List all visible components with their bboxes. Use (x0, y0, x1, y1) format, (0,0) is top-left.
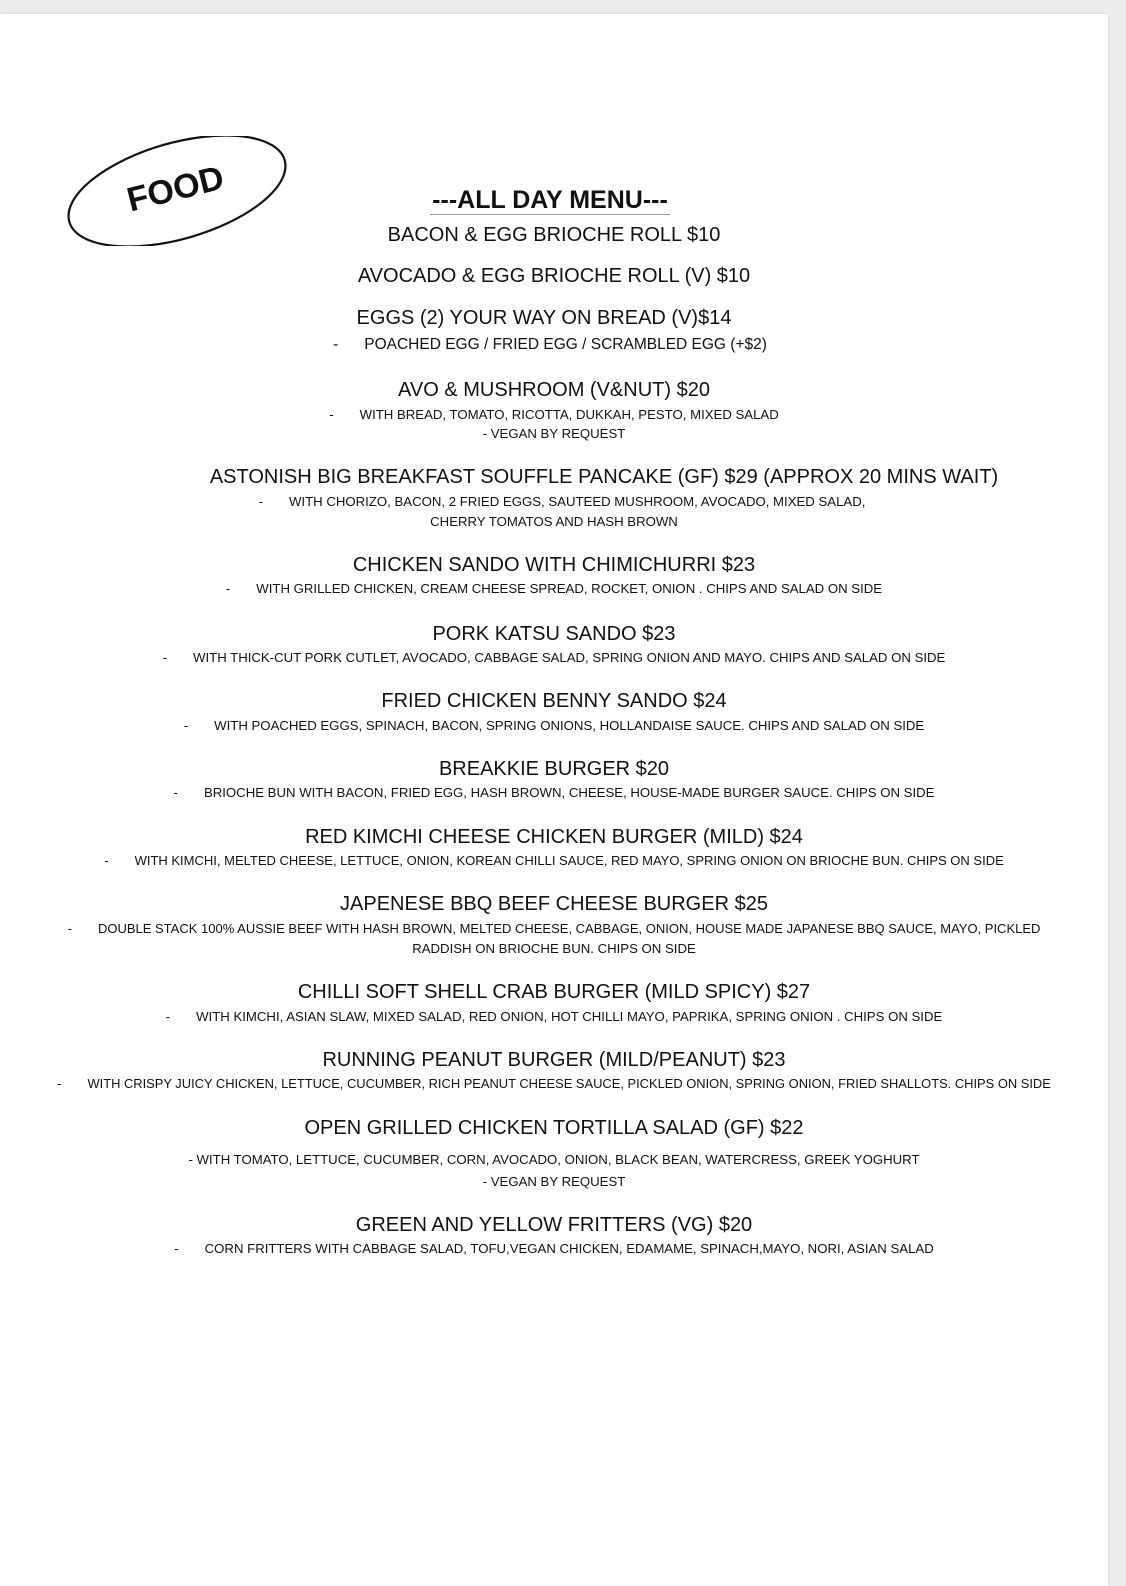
menu-item-name: FRIED CHICKEN BENNY SANDO $24 (381, 690, 727, 712)
menu-item-description: - WITH THICK-CUT PORK CUTLET, AVOCADO, CABBAGE SALAD, SPRING ONION AND MAYO. CHIPS AND SALAD ON SIDE (162, 650, 946, 665)
menu-item-name: CHILLI SOFT SHELL CRAB BURGER (MILD SPICY) $27 (297, 981, 811, 1003)
menu-item-name: BREAKKIE BURGER $20 (438, 758, 670, 780)
menu-item-description: - WITH TOMATO, LETTUCE, CUCUMBER, CORN, AVOCADO, ONION, BLACK BEAN, WATERCRESS, GREEK YOGHURT (188, 1152, 920, 1167)
menu-item-name: GREEN AND YELLOW FRITTERS (VG) $20 (355, 1214, 753, 1236)
menu-item-description: - WITH KIMCHI, ASIAN SLAW, MIXED SALAD, RED ONION, HOT CHILLI MAYO, PAPRIKA, SPRING ONION . CHIPS ON SIDE (165, 1009, 943, 1024)
menu-item-description: - WITH BREAD, TOMATO, RICOTTA, DUKKAH, PESTO, MIXED SALAD (329, 407, 779, 422)
bullet-dash: - (57, 1076, 62, 1091)
menu-item-description: - DOUBLE STACK 100% AUSSIE BEEF WITH HASH BROWN, MELTED CHEESE, CABBAGE, ONION, HOUSE MADE JAPANESE BBQ SAUCE, MAYO, PICKLED (67, 921, 1041, 936)
menu-item-name: PORK KATSU SANDO $23 (432, 623, 676, 645)
menu-item-description: - WITH CHORIZO, BACON, 2 FRIED EGGS, SAUTEED MUSHROOM, AVOCADO, MIXED SALAD, (258, 494, 866, 509)
menu-item-description: - POACHED EGG / FRIED EGG / SCRAMBLED EGG (+$2) (333, 336, 767, 353)
food-badge-label: FOOD (123, 158, 228, 220)
menu-item-note: - VEGAN BY REQUEST (482, 1174, 626, 1189)
menu-item-description-cont: RADDISH ON BRIOCHE BUN. CHIPS ON SIDE (412, 941, 696, 956)
bullet-dash: - (183, 718, 189, 733)
menu-item-name: JAPENESE BBQ BEEF CHEESE BURGER $25 (340, 893, 768, 915)
bullet-dash: - (165, 1009, 171, 1024)
menu-page (0, 14, 1108, 1586)
bullet-dash: - (174, 1241, 179, 1256)
menu-title: ---ALL DAY MENU--- (432, 186, 668, 214)
menu-item-name: OPEN GRILLED CHICKEN TORTILLA SALAD (GF) $22 (304, 1117, 804, 1139)
menu-item-name: AVOCADO & EGG BRIOCHE ROLL (V) $10 (357, 265, 751, 287)
menu-item-description: - WITH POACHED EGGS, SPINACH, BACON, SPRING ONIONS, HOLLANDAISE SAUCE. CHIPS AND SALAD ON SIDE (183, 718, 925, 733)
menu-item-note: - VEGAN BY REQUEST (482, 426, 626, 441)
menu-item-name: BACON & EGG BRIOCHE ROLL $10 (387, 224, 721, 246)
bullet-dash: - (67, 921, 72, 936)
menu-item-name: ASTONISH BIG BREAKFAST SOUFFLE PANCAKE (GF) $29 (APPROX 20 MINS WAIT) (209, 466, 999, 488)
menu-item-description: - WITH CRISPY JUICY CHICKEN, LETTUCE, CUCUMBER, RICH PEANUT CHEESE SAUCE, PICKLED ONION, SPRING ONION, FRIED SHALLOTS. CHIPS ON SIDE (57, 1076, 1051, 1091)
bullet-dash: - (162, 650, 168, 665)
menu-item-name: RED KIMCHI CHEESE CHICKEN BURGER (MILD) $24 (305, 826, 803, 848)
bullet-dash: - (225, 581, 231, 596)
bullet-dash: - (333, 336, 339, 353)
menu-item-description: - BRIOCHE BUN WITH BACON, FRIED EGG, HASH BROWN, CHEESE, HOUSE-MADE BURGER SAUCE. CHIPS ON SIDE (173, 785, 935, 800)
bullet-dash: - (104, 853, 109, 868)
menu-item-name: EGGS (2) YOUR WAY ON BREAD (V)$14 (356, 307, 732, 329)
menu-item-description: - WITH KIMCHI, MELTED CHEESE, LETTUCE, ONION, KOREAN CHILLI SAUCE, RED MAYO, SPRING ONION ON BRIOCHE BUN. CHIPS ON SIDE (104, 853, 1004, 868)
bullet-dash: - (329, 407, 334, 422)
menu-item-name: CHICKEN SANDO WITH CHIMICHURRI $23 (352, 554, 756, 576)
bullet-dash: - (173, 785, 178, 800)
menu-item-name: RUNNING PEANUT BURGER (MILD/PEANUT) $23 (322, 1049, 786, 1071)
bullet-dash: - (258, 494, 263, 509)
menu-item-description: - WITH GRILLED CHICKEN, CREAM CHEESE SPREAD, ROCKET, ONION . CHIPS AND SALAD ON SIDE (225, 581, 883, 596)
menu-item-name: AVO & MUSHROOM (V&NUT) $20 (398, 379, 710, 401)
menu-item-description-cont: CHERRY TOMATOS AND HASH BROWN (430, 514, 678, 529)
menu-item-description: - CORN FRITTERS WITH CABBAGE SALAD, TOFU,VEGAN CHICKEN, EDAMAME, SPINACH,MAYO, NORI, ASIAN SALAD (174, 1241, 934, 1256)
